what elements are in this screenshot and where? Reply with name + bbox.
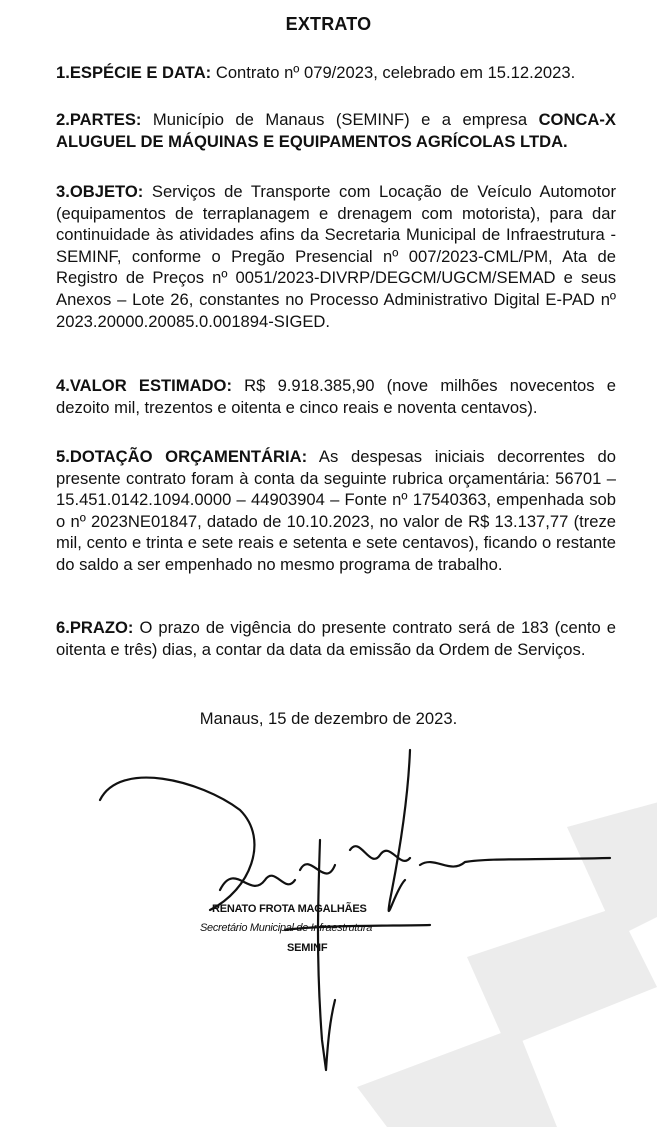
section-label: 4.VALOR ESTIMADO: [56,376,232,395]
section-text: As despesas iniciais decorrentes do presente contrato foram à conta da seguinte rubrica orçamentária: 56701 – 15.451.0142.1094.0000 – 44903904 – Fonte nº 17540363, empenhada sob o nº 2023NE01847, datado de 10.10.2023, no valor de R$ 13.137,77 (treze mil, cento e trinta e sete reais e setenta e sete centavos), ficando o restante do saldo a ser empenhado no mesmo programa de trabalho. [56,447,617,574]
section-valor-estimado [56,375,616,418]
section-objeto [56,181,616,332]
section-label: 1.ESPÉCIE E DATA: [56,63,212,82]
section-label: 2.PARTES: [56,110,142,129]
section-text: R$ 9.918.385,90 (nove milhões novecentos e dezoito mil, trezentos e oitenta e cinco reais e noventa centavos). [56,376,616,417]
section-text: O prazo de vigência do presente contrato será de 183 (cento e oitenta e três) dias, a contar da data da emissão da Ordem de Serviços. [56,618,616,659]
signatory-org: SEMINF [287,942,328,954]
dateline: Manaus, 15 de dezembro de 2023. [199,709,458,728]
section-label: 3.OBJETO: [56,182,144,201]
signatory-name: RENATO FROTA MAGALHÃES [212,903,367,915]
document-title: EXTRATO [285,14,372,34]
company-name: CONCA-X ALUGUEL DE MÁQUINAS E EQUIPAMENTOS AGRÍCOLAS LTDA. [56,110,616,151]
section-text: Contrato nº 079/2023, celebrado em 15.12.2023. [211,63,576,82]
section-text: Município de Manaus (SEMINF) e a empresa [141,110,539,129]
section-dotacao-orcamentaria [56,446,616,576]
section-label: 5.DOTAÇÃO ORÇAMENTÁRIA: [56,447,308,466]
section-especie-data [56,62,616,84]
section-label: 6.PRAZO: [56,618,134,637]
section-partes [56,109,616,152]
section-text: Serviços de Transporte com Locação de Veículo Automotor (equipamentos de terraplanagem e drenagem com motorista), para dar continuidade às atividades afins da Secretaria Municipal de Infraestrutura - SEMINF, conforme o Pregão Presencial nº 007/2023-CML/PM, Ata de Registro de Preços nº 0051/2023-DIVRP/DEGCM/UGCM/SEMAD e seus Anexos – Lote 26, constantes no Processo Administrativo Digital E-PAD nº 2023.20000.20085.0.001894-SIGED. [56,182,616,331]
signatory-role: Secretário Municipal de Infraestrutura [200,922,373,934]
section-prazo [56,617,616,660]
